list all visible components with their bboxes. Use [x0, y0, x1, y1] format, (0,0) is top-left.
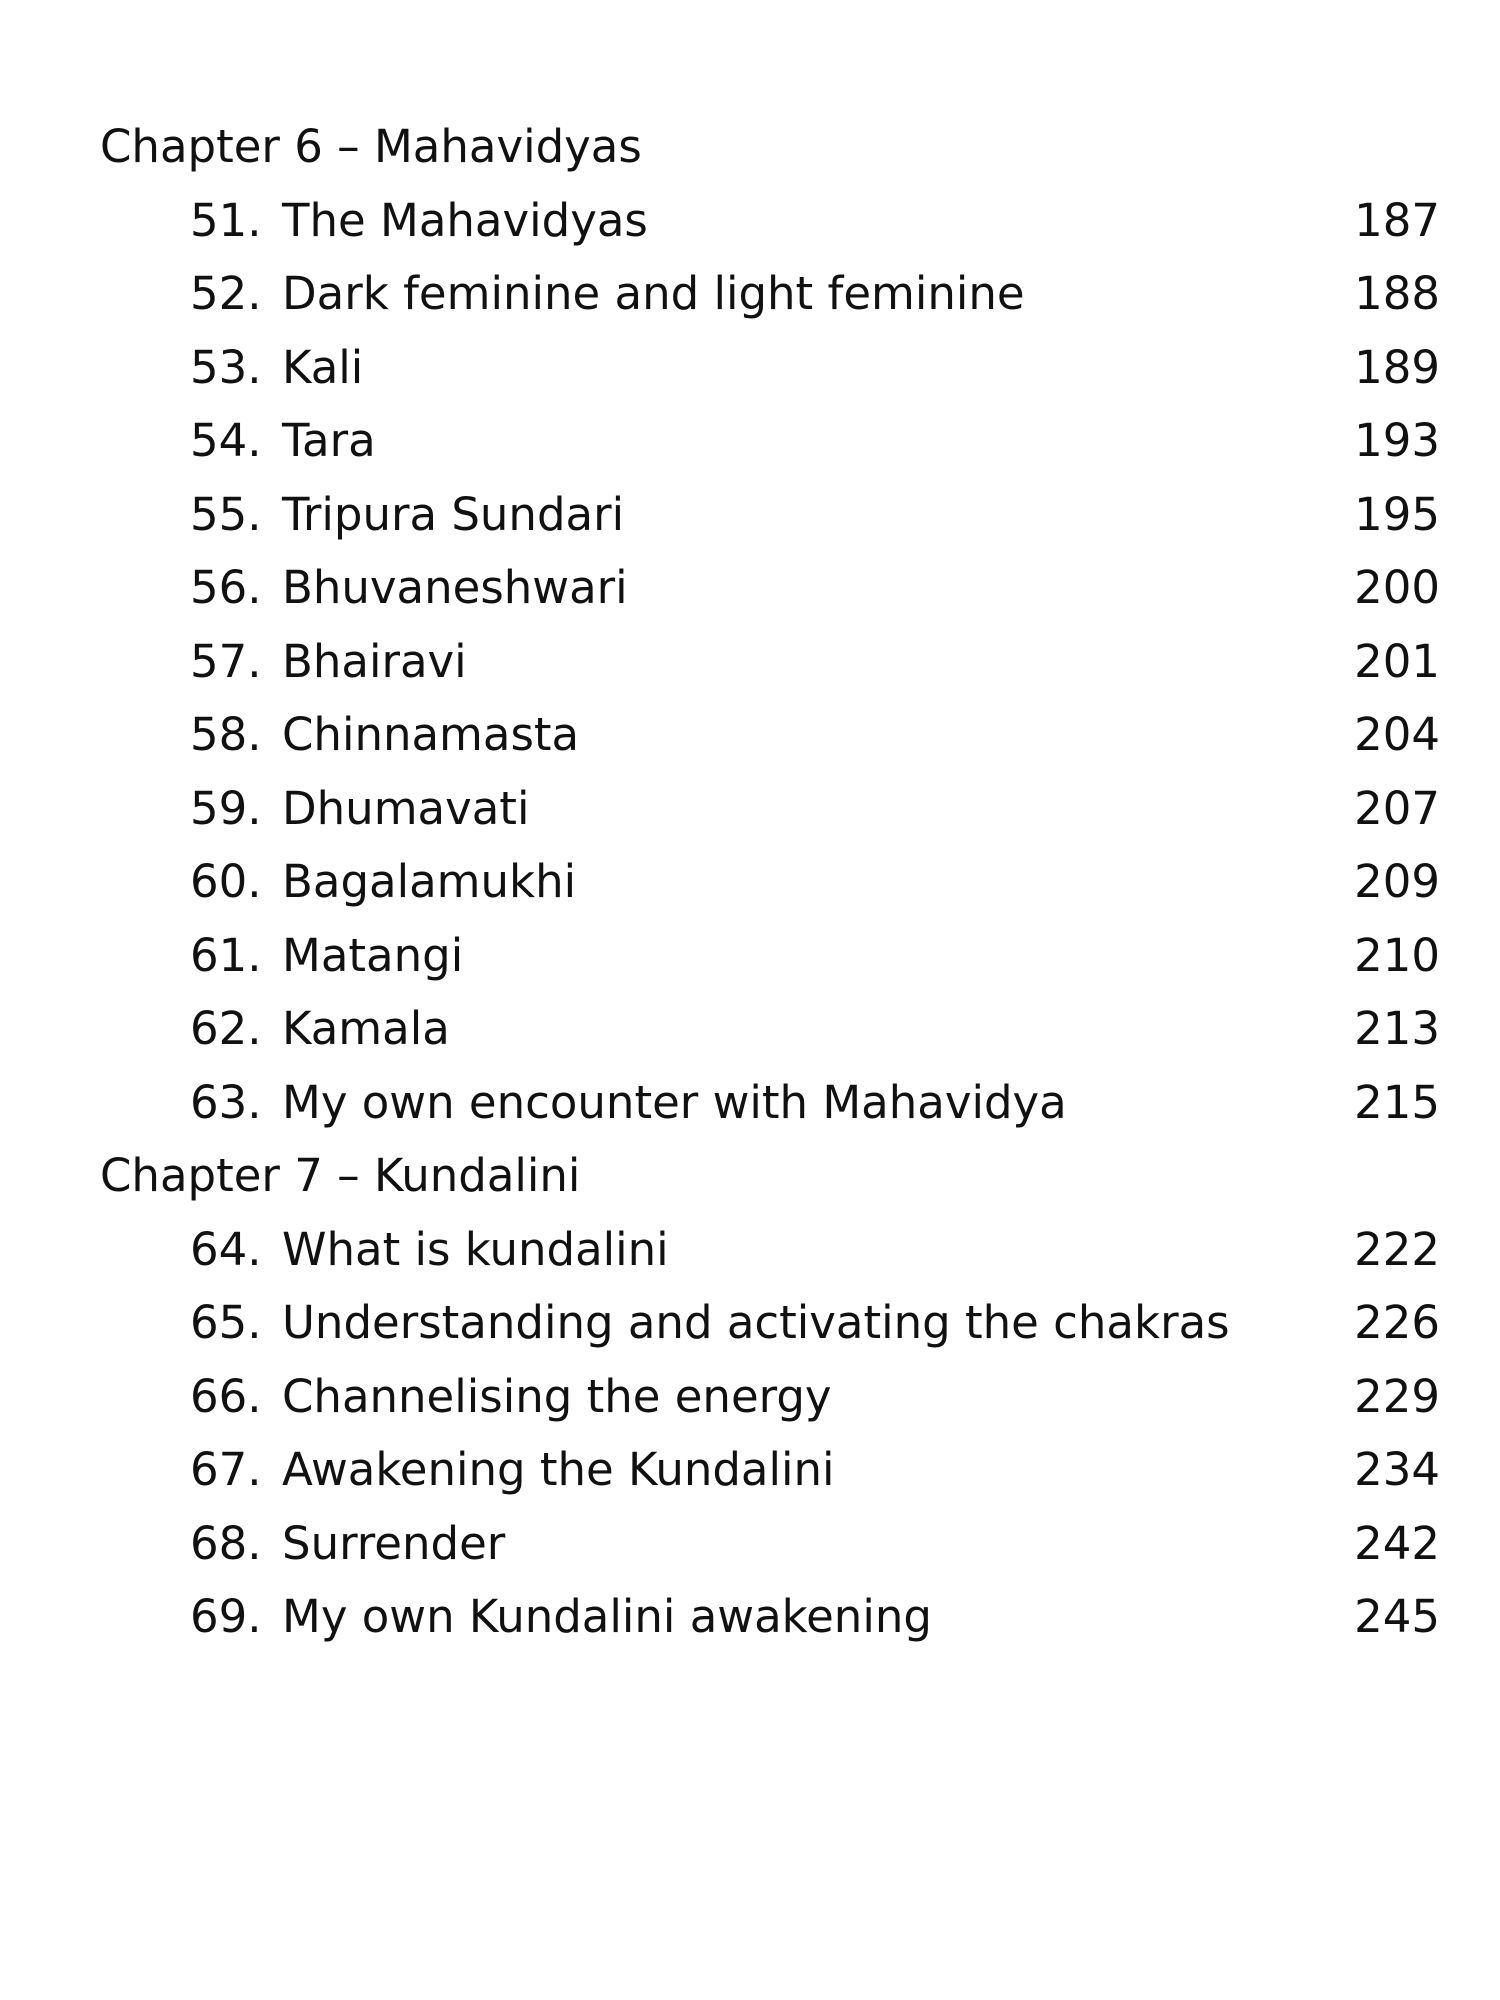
- entry-page-number: 215: [1354, 1075, 1440, 1129]
- entry-page-number: 201: [1354, 634, 1440, 688]
- entry-number: 59.: [190, 781, 262, 835]
- entry-page-number: 210: [1354, 928, 1440, 982]
- entry-number: 53.: [190, 340, 262, 394]
- entry-page-number: 200: [1354, 561, 1440, 614]
- toc-entry: [100, 551, 1440, 625]
- toc-entry: [100, 1360, 1440, 1434]
- entry-number: 58.: [190, 708, 262, 761]
- entry-page-number: 195: [1354, 487, 1440, 541]
- entry-title: Tripura Sundari: [282, 487, 625, 541]
- entry-number: 63.: [190, 1075, 262, 1129]
- entry-title: Bhuvaneshwari: [282, 561, 628, 614]
- entry-number: 57.: [190, 634, 262, 688]
- entry-number: 55.: [190, 487, 262, 541]
- entry-title: What is kundalini: [282, 1222, 669, 1276]
- entry-number: 68.: [190, 1516, 262, 1570]
- entry-title: Channelising the energy: [282, 1369, 832, 1423]
- entry-page-number: 207: [1354, 781, 1440, 835]
- entry-number: 56.: [190, 561, 262, 614]
- entry-number: 52.: [190, 267, 262, 320]
- entry-title: Dhumavati: [282, 781, 530, 835]
- toc-entry: [100, 1066, 1440, 1140]
- toc-entry: [100, 1286, 1440, 1360]
- entry-number: 60.: [190, 855, 262, 908]
- entry-title: Awakening the Kundalini: [282, 1443, 835, 1496]
- entry-page-number: 204: [1354, 708, 1440, 761]
- toc-entry: [100, 845, 1440, 919]
- entry-title: Bhairavi: [282, 634, 467, 688]
- toc-entry: [100, 184, 1440, 258]
- entry-number: 61.: [190, 928, 262, 982]
- entry-page-number: 242: [1354, 1516, 1440, 1570]
- toc-entry: [100, 478, 1440, 552]
- toc-entry: [100, 1580, 1440, 1654]
- entry-title: Understanding and activating the chakras: [282, 1296, 1230, 1349]
- entry-title: Tara: [282, 414, 376, 467]
- entry-title: Matangi: [282, 928, 464, 982]
- entry-title: Bagalamukhi: [282, 855, 577, 908]
- entry-page-number: 226: [1354, 1296, 1440, 1349]
- entry-title: Kali: [282, 340, 364, 394]
- entry-title: Kamala: [282, 1002, 450, 1055]
- entry-page-number: 222: [1354, 1222, 1440, 1276]
- entry-page-number: 188: [1354, 267, 1440, 320]
- toc-entry: [100, 625, 1440, 699]
- entry-number: 51.: [190, 193, 262, 247]
- toc-entry: [100, 772, 1440, 846]
- chapter-heading: Chapter 7 – Kundalini: [100, 1149, 581, 1202]
- toc-entry: [100, 919, 1440, 993]
- entry-number: 62.: [190, 1002, 262, 1055]
- entry-page-number: 213: [1354, 1002, 1440, 1055]
- toc-entry: [100, 404, 1440, 478]
- entry-number: 64.: [190, 1222, 262, 1276]
- entry-title: Dark feminine and light feminine: [282, 267, 1025, 320]
- toc-entry: [100, 331, 1440, 405]
- entry-number: 66.: [190, 1369, 262, 1423]
- entry-page-number: 245: [1354, 1590, 1440, 1643]
- entry-page-number: 229: [1354, 1369, 1440, 1423]
- chapter-heading: Chapter 6 – Mahavidyas: [100, 120, 642, 173]
- toc-entry: [100, 1507, 1440, 1581]
- toc-entry: [100, 1213, 1440, 1287]
- toc-entry: [100, 257, 1440, 331]
- entry-title: My own encounter with Mahavidya: [282, 1075, 1067, 1129]
- toc-entry: [100, 1433, 1440, 1507]
- toc-entry: [100, 698, 1440, 772]
- entry-page-number: 187: [1354, 193, 1440, 247]
- entry-page-number: 209: [1354, 855, 1440, 908]
- entry-page-number: 189: [1354, 340, 1440, 394]
- entry-title: Surrender: [282, 1516, 506, 1570]
- entry-number: 67.: [190, 1443, 262, 1496]
- toc-entry: [100, 992, 1440, 1066]
- entry-number: 54.: [190, 414, 262, 467]
- entry-page-number: 234: [1354, 1443, 1440, 1496]
- entry-title: The Mahavidyas: [282, 193, 648, 247]
- entry-page-number: 193: [1354, 414, 1440, 467]
- entry-title: My own Kundalini awakening: [282, 1590, 932, 1643]
- table-of-contents: [100, 110, 1440, 1654]
- entry-number: 65.: [190, 1296, 262, 1349]
- entry-number: 69.: [190, 1590, 262, 1643]
- entry-title: Chinnamasta: [282, 708, 580, 761]
